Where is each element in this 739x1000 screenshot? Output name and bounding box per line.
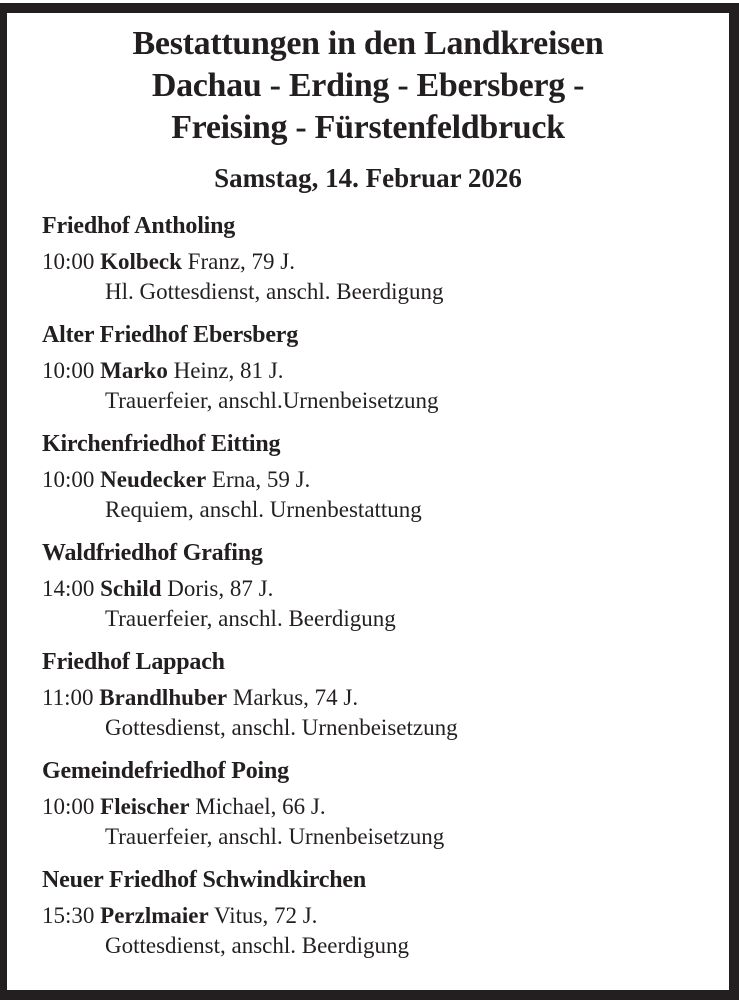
entry-detail: Gottesdienst, anschl. Beerdigung [105,933,410,958]
title-line-1: Bestattungen in den Landkreisen [132,25,604,62]
announcement-title [7,23,729,149]
funeral-entry [42,683,709,713]
entry-time: 10:00 [42,249,95,274]
entry-detail: Hl. Gottesdienst, anschl. Beerdigung [105,279,444,304]
cemetery-name: Kirchenfriedhof Eitting [42,431,281,457]
title-line-2: Dachau - Erding - Ebersberg - [151,67,585,104]
entry-surname: Schild [100,576,162,601]
entry-time: 10:00 [42,467,95,492]
funeral-entry [42,247,709,277]
announcement-date: Samstag, 14. Februar 2026 [214,163,522,193]
cemetery-name: Waldfriedhof Grafing [42,540,263,566]
entry-time: 11:00 [42,685,94,710]
funeral-entry [42,574,709,604]
entry-surname: Marko [100,358,168,383]
entry-surname: Brandlhuber [99,685,228,710]
entry-detail: Trauerfeier, anschl. Beerdigung [105,606,396,631]
funeral-section [42,211,709,307]
entry-detail: Trauerfeier, anschl. Urnenbeisetzung [105,824,445,849]
funeral-section [42,865,709,961]
entry-given-age: Heinz, 81 J. [173,358,284,383]
entry-time: 14:00 [42,576,95,601]
title-line-3: Freising - Fürstenfeldbruck [171,109,565,146]
funeral-section [42,756,709,852]
entry-given-age: Michael, 66 J. [195,794,326,819]
entry-surname: Perzlmaier [100,903,209,928]
cemetery-name: Alter Friedhof Ebersberg [42,322,299,348]
cemetery-name: Friedhof Antholing [42,213,236,239]
funeral-entry [42,465,709,495]
cemetery-name: Friedhof Lappach [42,649,225,675]
entry-time: 15:30 [42,903,95,928]
entry-detail: Trauerfeier, anschl.Urnenbeisetzung [105,388,439,413]
entry-time: 10:00 [42,794,95,819]
entry-surname: Fleischer [100,794,190,819]
funeral-section [42,538,709,634]
entry-given-age: Vitus, 72 J. [214,903,318,928]
funeral-entry [42,356,709,386]
cemetery-name: Gemeindefriedhof Poing [42,758,289,784]
entry-detail: Requiem, anschl. Urnenbestattung [105,497,422,522]
funeral-section [42,647,709,743]
entry-given-age: Doris, 87 J. [167,576,274,601]
funeral-entry [42,901,709,931]
funeral-section [42,429,709,525]
cemetery-name: Neuer Friedhof Schwindkirchen [42,867,367,893]
entry-surname: Kolbeck [100,249,182,274]
entry-given-age: Franz, 79 J. [187,249,295,274]
funeral-section [42,320,709,416]
entry-given-age: Erna, 59 J. [211,467,311,492]
entry-surname: Neudecker [100,467,207,492]
entry-time: 10:00 [42,358,95,383]
entry-given-age: Markus, 74 J. [232,685,359,710]
funeral-entry [42,792,709,822]
announcement-border-frame [0,3,739,1000]
entry-detail: Gottesdienst, anschl. Urnenbeisetzung [105,715,458,740]
